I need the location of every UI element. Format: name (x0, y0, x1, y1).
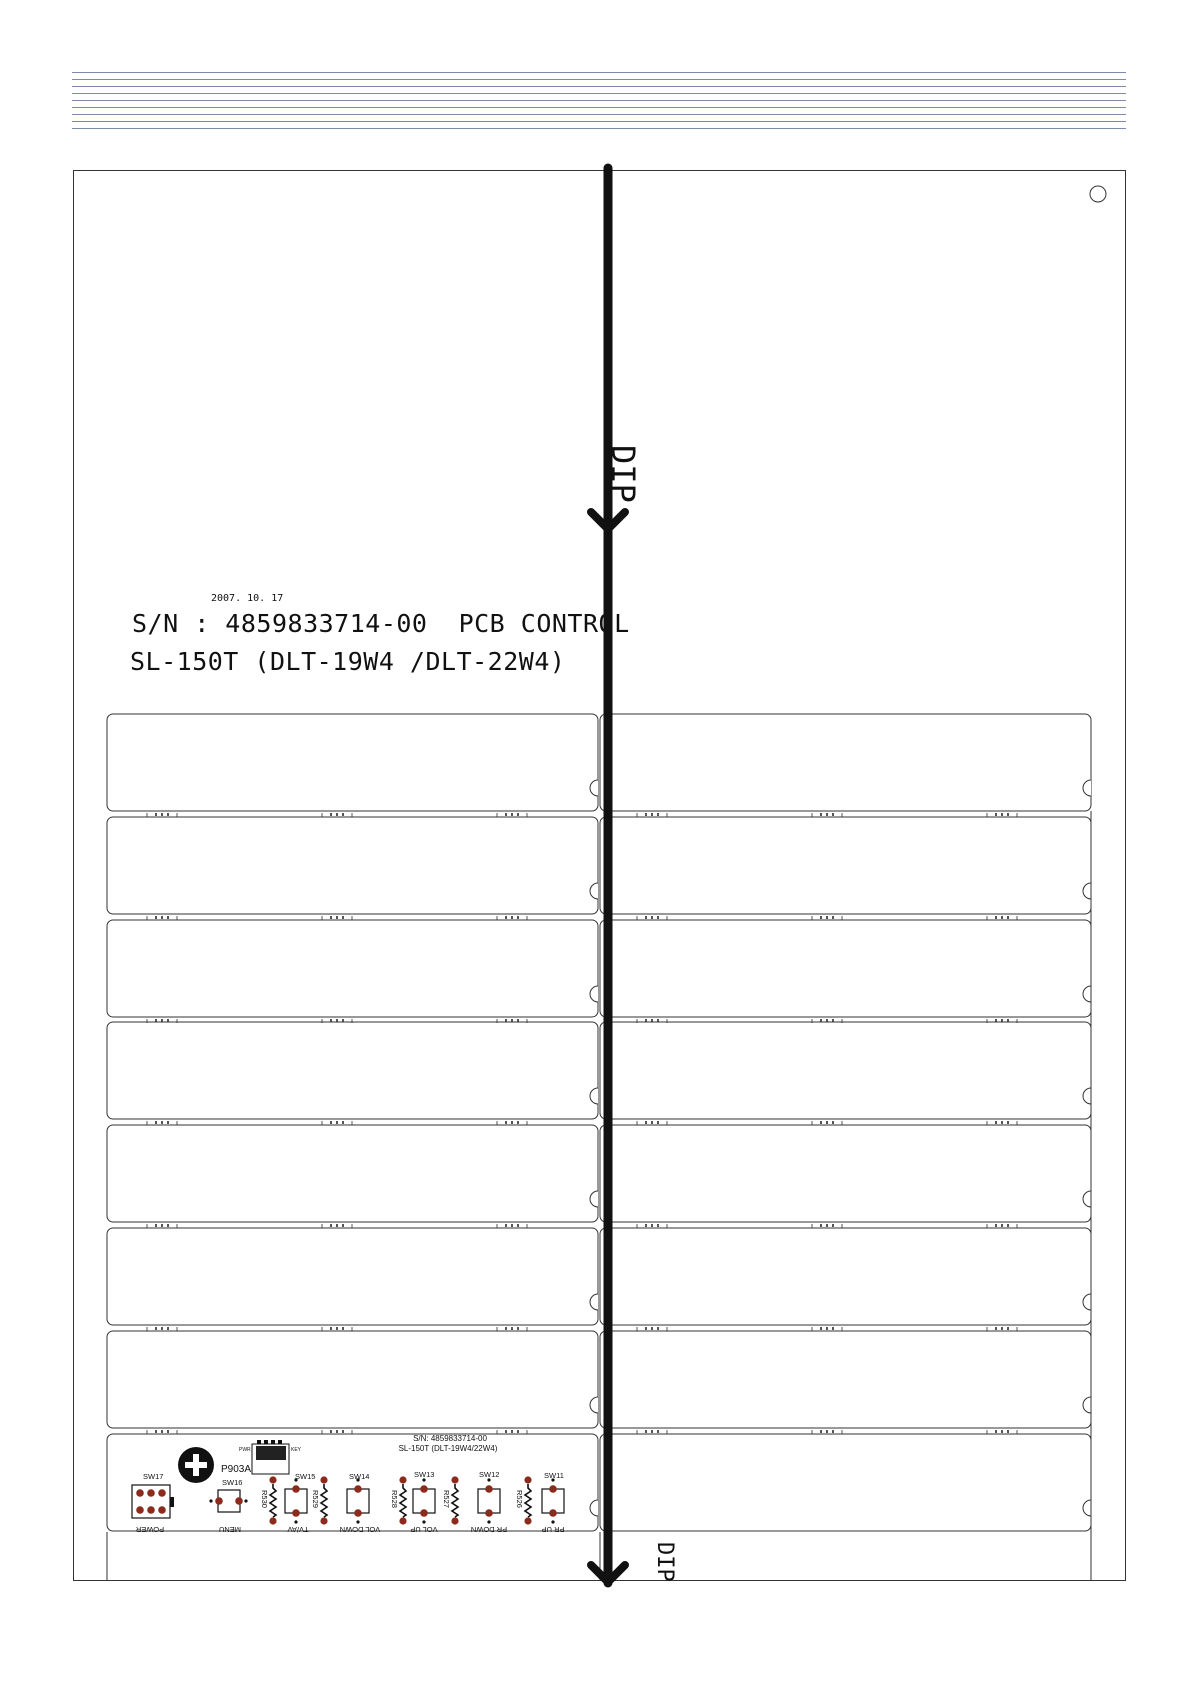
tab-mark (161, 813, 163, 816)
tab-mark (511, 1327, 513, 1330)
tab-mark (820, 1327, 822, 1330)
tab-mark (336, 1430, 338, 1433)
board-strip (107, 714, 598, 811)
strip-notch (590, 883, 598, 899)
tab-mark (995, 1430, 997, 1433)
board-strip (600, 1228, 1091, 1325)
strip-notch (590, 1500, 598, 1516)
tab-mark (995, 1327, 997, 1330)
strip-notch (590, 780, 598, 796)
tab-mark (336, 916, 338, 919)
tab-mark (511, 1430, 513, 1433)
resistor-pad (399, 1476, 406, 1483)
resistor-body (270, 1484, 276, 1517)
strip-notch (1083, 1294, 1091, 1310)
board-strip (107, 1125, 598, 1222)
tab-mark (995, 1224, 997, 1227)
tab-mark (161, 916, 163, 919)
tab-mark (826, 1224, 828, 1227)
tab-mark (336, 1327, 338, 1330)
mounting-hole (1090, 186, 1106, 202)
board-strip (600, 817, 1091, 914)
tab-mark (826, 1430, 828, 1433)
switch-sw15-tvav (285, 1478, 307, 1523)
tab-mark (832, 916, 834, 919)
tab-mark (155, 1121, 157, 1124)
switch-sw17-power (132, 1485, 174, 1518)
resistor-pad (269, 1476, 276, 1483)
tab-mark (832, 1224, 834, 1227)
r530-ref: R530 (260, 1490, 269, 1508)
connector-p903a (252, 1440, 289, 1474)
tab-mark (155, 1430, 157, 1433)
tab-mark (511, 916, 513, 919)
sw14-function: VOL DOWN (339, 1525, 381, 1534)
connector-ref: P903A (221, 1464, 252, 1475)
tab-mark (657, 1430, 659, 1433)
sw11-function: PR UP (541, 1525, 565, 1534)
sw13-function: VOL UP (410, 1525, 438, 1534)
tab-mark (1007, 813, 1009, 816)
tab-mark (1007, 1430, 1009, 1433)
label-date: 2007. 10. 17 (211, 593, 284, 604)
tab-mark (832, 1327, 834, 1330)
tab-mark (155, 1224, 157, 1227)
tab-mark (511, 1224, 513, 1227)
sw12-function: PR DOWN (470, 1525, 508, 1534)
sw17-function: POWER (135, 1525, 165, 1534)
switch-sw13-vol-up (413, 1478, 435, 1523)
tab-mark (832, 1430, 834, 1433)
r528-ref: R528 (390, 1490, 399, 1508)
detail-model: SL-150T (DLT-19W4/22W4) (398, 1444, 498, 1453)
tab-mark (505, 1327, 507, 1330)
tab-mark (820, 813, 822, 816)
strip-notch (590, 986, 598, 1002)
detail-serial: S/N: 4859833714-00 (413, 1434, 487, 1443)
sw11-ref: SW11 (544, 1471, 564, 1480)
switch-sw16-menu (209, 1490, 247, 1512)
tab-mark (651, 1224, 653, 1227)
tab-mark (645, 916, 647, 919)
tab-mark (155, 1327, 157, 1330)
sw16-ref: SW16 (222, 1478, 243, 1487)
tab-mark (167, 1430, 169, 1433)
tab-mark (330, 1121, 332, 1124)
tab-mark (826, 813, 828, 816)
board-strip (107, 1434, 598, 1531)
r526-ref: R526 (515, 1490, 524, 1508)
tab-mark (505, 1224, 507, 1227)
sw13-ref: SW13 (414, 1470, 435, 1479)
tab-mark (657, 813, 659, 816)
tab-mark (336, 813, 338, 816)
tab-mark (342, 1121, 344, 1124)
resistor-body (400, 1484, 406, 1517)
tab-mark (820, 916, 822, 919)
tab-mark (167, 1327, 169, 1330)
resistor-body (321, 1484, 327, 1517)
board-strip (600, 1125, 1091, 1222)
tab-mark (645, 1430, 647, 1433)
tab-mark (336, 1224, 338, 1227)
tab-mark (505, 1430, 507, 1433)
tab-mark (1001, 916, 1003, 919)
tab-mark (517, 813, 519, 816)
tab-mark (336, 1121, 338, 1124)
tab-mark (517, 1224, 519, 1227)
tab-mark (651, 1121, 653, 1124)
tab-mark (826, 1327, 828, 1330)
tab-mark (645, 1121, 647, 1124)
tab-mark (167, 916, 169, 919)
tab-mark (820, 1224, 822, 1227)
resistor-pad (269, 1517, 276, 1524)
tab-mark (645, 813, 647, 816)
board-strip (107, 817, 598, 914)
tab-mark (1007, 916, 1009, 919)
board-strip (600, 1331, 1091, 1428)
resistor-body (452, 1484, 458, 1517)
connector-pin-key: KEY (291, 1447, 302, 1453)
board-strip-grid (107, 714, 1091, 1581)
r527-ref: R527 (442, 1490, 451, 1508)
board-strip (600, 714, 1091, 811)
switch-sw11-pr-up (542, 1478, 564, 1523)
sw15-ref: SW15 (295, 1472, 316, 1481)
tab-mark (995, 1121, 997, 1124)
board-strip (600, 920, 1091, 1017)
resistor-pad (399, 1517, 406, 1524)
strip-notch (1083, 1397, 1091, 1413)
board-strip (107, 1331, 598, 1428)
tab-mark (1007, 1224, 1009, 1227)
tab-mark (167, 813, 169, 816)
resistor-body (525, 1484, 531, 1517)
strip-notch (1083, 1088, 1091, 1104)
board-strip (107, 1228, 598, 1325)
strip-notch (590, 1088, 598, 1104)
strip-notch (1083, 986, 1091, 1002)
tab-mark (645, 1224, 647, 1227)
tab-mark (505, 813, 507, 816)
tab-mark (330, 813, 332, 816)
strip-notch (1083, 780, 1091, 796)
tab-mark (517, 1327, 519, 1330)
tab-mark (1001, 1121, 1003, 1124)
tab-mark (651, 916, 653, 919)
tab-mark (1007, 1121, 1009, 1124)
tab-mark (657, 1121, 659, 1124)
tab-mark (330, 1224, 332, 1227)
tab-mark (832, 1121, 834, 1124)
resistor-pad (320, 1476, 327, 1483)
tab-mark (161, 1121, 163, 1124)
sw16-function: MENU (218, 1525, 242, 1534)
tab-mark (651, 1327, 653, 1330)
tab-mark (1001, 1430, 1003, 1433)
switch-sw14-vol-down (347, 1478, 369, 1523)
label-model-line: SL-150T (DLT-19W4 /DLT-22W4) (130, 647, 566, 676)
tab-mark (155, 916, 157, 919)
tab-mark (342, 916, 344, 919)
tab-mark (1001, 1327, 1003, 1330)
board-strip (600, 1434, 1091, 1531)
tab-mark (826, 1121, 828, 1124)
board-strip (600, 1022, 1091, 1119)
resistor-pad (451, 1517, 458, 1524)
tab-mark (657, 916, 659, 919)
tab-mark (826, 916, 828, 919)
strip-notch (1083, 1500, 1091, 1516)
tab-mark (342, 1430, 344, 1433)
switch-sw12-pr-down (478, 1478, 500, 1523)
tab-mark (651, 1430, 653, 1433)
tab-mark (505, 1121, 507, 1124)
resistor-group (269, 1476, 531, 1524)
tab-mark (155, 813, 157, 816)
strip-notch (590, 1294, 598, 1310)
tab-mark (517, 1121, 519, 1124)
tab-mark (820, 1430, 822, 1433)
strip-notch (590, 1191, 598, 1207)
dip-label-bottom: DIP (652, 1542, 677, 1582)
resistor-pad (524, 1517, 531, 1524)
tab-mark (330, 916, 332, 919)
tab-mark (657, 1224, 659, 1227)
tab-mark (645, 1327, 647, 1330)
strip-notch (590, 1397, 598, 1413)
tab-mark (342, 1327, 344, 1330)
tab-mark (511, 813, 513, 816)
dip-label-top: DIP (604, 445, 642, 503)
control-board-detail (132, 1434, 564, 1534)
r529-ref: R529 (311, 1490, 320, 1508)
tab-mark (161, 1224, 163, 1227)
tab-mark (657, 1327, 659, 1330)
board-strip (107, 1022, 598, 1119)
tab-mark (995, 916, 997, 919)
tab-mark (167, 1224, 169, 1227)
tab-mark (505, 916, 507, 919)
connector-pin-pwr: PWR (239, 1447, 251, 1453)
tab-mark (651, 813, 653, 816)
resistor-pad (320, 1517, 327, 1524)
tab-mark (342, 813, 344, 816)
strip-notch (1083, 883, 1091, 899)
tab-mark (161, 1430, 163, 1433)
resistor-pad (524, 1476, 531, 1483)
tab-mark (995, 813, 997, 816)
tab-mark (820, 1121, 822, 1124)
resistor-pad (451, 1476, 458, 1483)
sw14-ref: SW14 (349, 1472, 370, 1481)
sw17-ref: SW17 (143, 1472, 164, 1481)
tab-mark (167, 1121, 169, 1124)
tab-mark (1001, 1224, 1003, 1227)
registration-cross-icon (178, 1447, 214, 1483)
tab-mark (330, 1430, 332, 1433)
sw15-function: TV/AV (287, 1525, 309, 1534)
strip-notch (1083, 1191, 1091, 1207)
tab-mark (517, 916, 519, 919)
tab-mark (1001, 813, 1003, 816)
tab-mark (832, 813, 834, 816)
tab-mark (161, 1327, 163, 1330)
board-strip (107, 920, 598, 1017)
tab-mark (511, 1121, 513, 1124)
label-serial-line: S/N : 4859833714-00 PCB CONTROL (132, 609, 630, 638)
tab-mark (517, 1430, 519, 1433)
tab-mark (330, 1327, 332, 1330)
sw12-ref: SW12 (479, 1470, 500, 1479)
tab-mark (342, 1224, 344, 1227)
tab-mark (1007, 1327, 1009, 1330)
